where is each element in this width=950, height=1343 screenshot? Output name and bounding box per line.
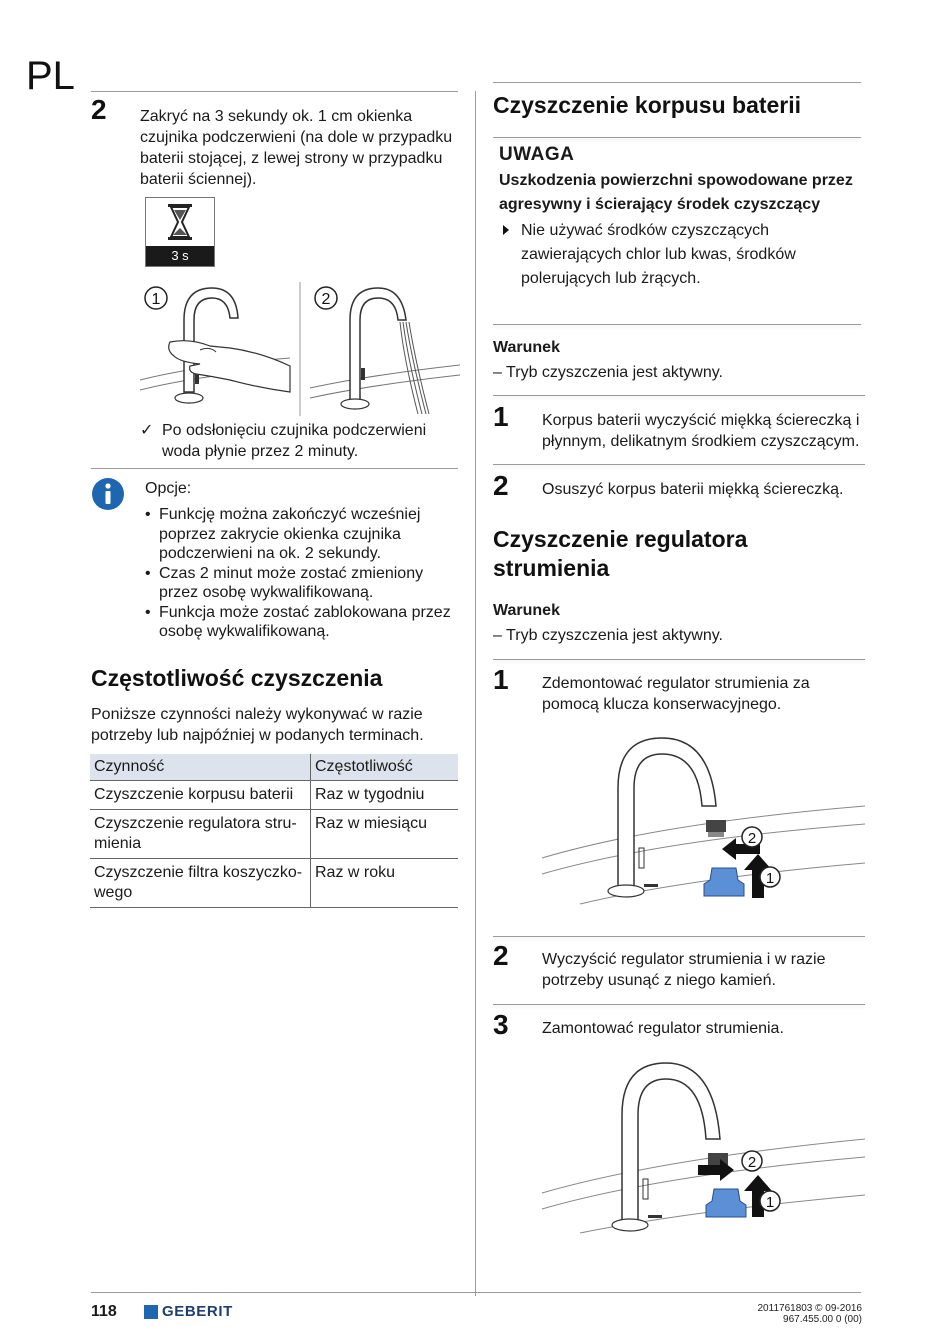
divider — [493, 659, 865, 660]
hourglass-icon — [146, 198, 214, 246]
info-list — [145, 505, 457, 642]
table-cell: Czyszczenie filtra koszyczko-wego — [90, 859, 311, 908]
doc-code: 967.455.00 0 (00) — [783, 1314, 862, 1325]
doc-number: 2011761803 © 09-2016 — [757, 1303, 862, 1314]
step-result — [140, 420, 458, 462]
table-header-row — [90, 754, 458, 781]
frequency-table — [90, 754, 458, 908]
info-title: Opcje: — [145, 480, 192, 497]
check-icon: ✓ — [140, 422, 154, 439]
brand-name: GEBERIT — [162, 1303, 233, 1320]
document-info — [758, 1303, 863, 1325]
step-number: 3 — [493, 1009, 509, 1040]
section-heading: Czyszczenie regulatora strumienia — [493, 526, 748, 581]
timer-label: 3 s — [146, 246, 214, 266]
table-header: Częstotliwość — [311, 754, 459, 781]
fig-label-2: 2 — [747, 1154, 757, 1171]
divider — [493, 324, 861, 325]
info-panel — [145, 479, 457, 642]
divider — [493, 1004, 865, 1005]
condition-text: – Tryb czyszczenia jest aktywny. — [493, 364, 723, 381]
condition-label: Warunek — [493, 339, 560, 356]
condition-text: – Tryb czyszczenia jest aktywny. — [493, 627, 723, 644]
step-text: Wyczyścić regulator strumienia i w razie potrzeby usunąć z niego kamień. — [542, 951, 826, 989]
divider — [493, 464, 865, 465]
divider — [493, 395, 865, 396]
triangle-bullet-icon — [503, 225, 509, 235]
step-text: Zakryć na 3 sekundy ok. 1 cm okienka czujnika podczerwieni (na dole w przypadku baterii stojącej, z lewej strony w przypadku baterii ściennej). — [140, 108, 453, 188]
table-cell: Raz w miesiącu — [311, 810, 459, 859]
step-text: Zdemontować regulator strumienia za pomocą klucza konserwacyjnego. — [542, 675, 810, 713]
logo-square-icon — [144, 1305, 158, 1319]
step-number: 1 — [493, 664, 509, 695]
fig-label-1: 1 — [151, 291, 161, 308]
section-heading: Czyszczenie korpusu baterii — [493, 92, 802, 118]
divider — [493, 137, 861, 138]
table-cell: Czyszczenie regulatora stru-mienia — [90, 810, 311, 859]
footer-divider — [91, 1292, 861, 1293]
fig-label-2: 2 — [321, 291, 331, 308]
section-heading: Częstotliwość czyszczenia — [91, 665, 383, 691]
divider — [91, 468, 458, 469]
warning-box — [499, 144, 859, 291]
warning-title: UWAGA — [499, 144, 575, 165]
warning-subtitle: Uszkodzenia powierzchni spowodowane przez agresywny i ścierający środek czyszczący — [499, 172, 853, 213]
divider — [91, 91, 458, 92]
faucet-sensor-illustration — [140, 280, 460, 420]
warning-bullet — [499, 219, 859, 291]
table-header: Czynność — [90, 754, 311, 781]
condition-label: Warunek — [493, 602, 560, 619]
result-text: Po odsłonięciu czujnika podczerwieni woda płynie przez 2 minuty. — [162, 422, 427, 460]
list-item: • Czas 2 minut może zostać zmieniony przez osobę wykwalifikowaną. — [145, 564, 457, 603]
fig-label-2: 2 — [747, 830, 757, 847]
aerator-install-illustration — [540, 1055, 865, 1235]
step-text: Zamontować regulator strumienia. — [542, 1020, 784, 1037]
fig-label-1: 1 — [765, 870, 775, 887]
table-row — [90, 859, 458, 908]
divider — [493, 936, 865, 937]
step-number: 2 — [493, 470, 509, 501]
info-icon — [91, 477, 125, 511]
page-number: 118 — [91, 1303, 117, 1320]
step-number: 2 — [91, 94, 107, 125]
step-text: Osuszyć korpus baterii miękką ściereczką. — [542, 481, 844, 498]
section-intro: Poniższe czynności należy wykonywać w razie potrzeby lub najpóźniej w podanych terminach. — [91, 706, 424, 744]
timer-box — [145, 197, 215, 267]
language-code: PL — [26, 54, 75, 98]
brand-logo — [144, 1303, 233, 1320]
step-text: Korpus baterii wyczyścić miękką ściereczką i płynnym, delikatnym środkiem czyszczącym. — [542, 412, 860, 450]
fig-label-1: 1 — [765, 1194, 775, 1211]
column-separator — [475, 91, 476, 1296]
table-cell: Raz w tygodniu — [311, 781, 459, 810]
warning-bullet-text: Nie używać środków czyszczących zawierających chlor lub kwas, środków polerujących lub żrących. — [521, 222, 796, 287]
table-cell: Czyszczenie korpusu baterii — [90, 781, 311, 810]
aerator-removal-illustration — [540, 728, 865, 906]
step-number: 1 — [493, 401, 509, 432]
list-item: • Funkcja może zostać zablokowana przez osobę wykwalifikowaną. — [145, 603, 457, 642]
table-cell: Raz w roku — [311, 859, 459, 908]
list-item: • Funkcję można zakończyć wcześniej poprzez zakrycie okienka czujnika podczerwieni na ok. 2 sekundy. — [145, 505, 457, 564]
step-number: 2 — [493, 940, 509, 971]
table-row — [90, 810, 458, 859]
divider — [493, 82, 861, 83]
table-row — [90, 781, 458, 810]
